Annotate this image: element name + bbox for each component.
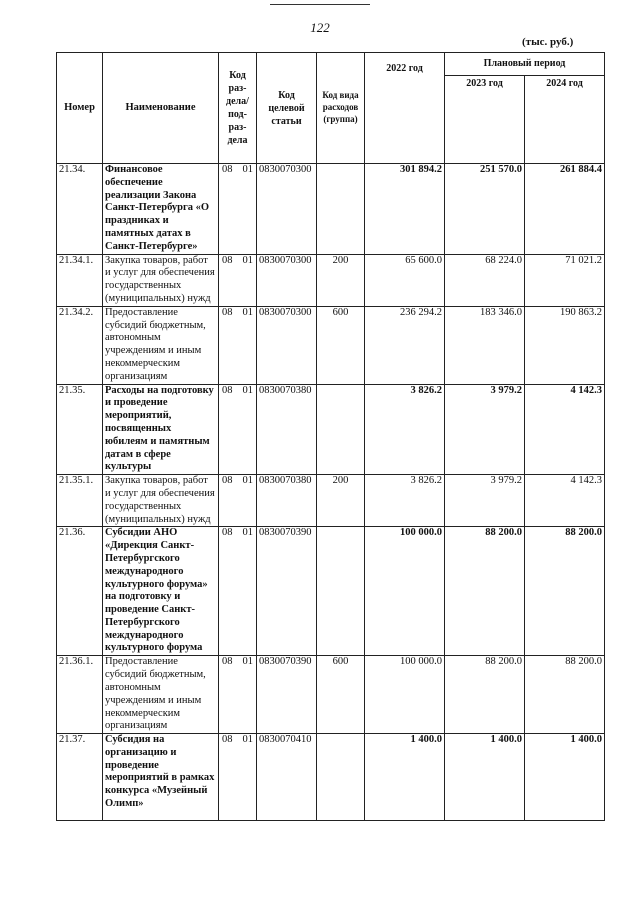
row-value-2022: 100 000.0 [365, 656, 445, 734]
top-rule [270, 4, 370, 5]
row-target-code: 0830070390 [257, 656, 317, 734]
row-value-2022: 301 894.2 [365, 164, 445, 255]
row-value-2022: 236 294.2 [365, 306, 445, 384]
subsection-code: 01 [242, 384, 253, 396]
row-section-code [219, 734, 257, 821]
table-body [57, 164, 605, 821]
row-section-code [219, 656, 257, 734]
units-label: (тыс. руб.) [522, 36, 574, 48]
row-value-2023: 88 200.0 [445, 527, 525, 656]
row-value-2023: 1 400.0 [445, 734, 525, 821]
section-code: 08 [222, 254, 233, 266]
row-section-code [219, 164, 257, 255]
table-row [57, 254, 605, 306]
header-year-2024: 2024 год [525, 76, 605, 164]
subsection-code: 01 [242, 164, 253, 175]
header-planned-period: Плановый период [445, 53, 605, 76]
row-number: 21.34.1. [57, 254, 103, 306]
row-value-2023: 68 224.0 [445, 254, 525, 306]
section-code: 08 [222, 734, 233, 746]
row-value-2024: 88 200.0 [525, 656, 605, 734]
row-name: Предоставление субсидий бюджетным, автономным учреждениям и иным некоммерческим организациям [103, 656, 219, 734]
row-value-2022: 65 600.0 [365, 254, 445, 306]
row-kind-code: 200 [317, 254, 365, 306]
row-number: 21.37. [57, 734, 103, 821]
section-code: 08 [222, 306, 233, 318]
row-target-code: 0830070380 [257, 475, 317, 527]
row-value-2022: 3 826.2 [365, 475, 445, 527]
subsection-code: 01 [242, 475, 253, 487]
row-target-code: 0830070300 [257, 254, 317, 306]
row-value-2023: 251 570.0 [445, 164, 525, 255]
row-value-2023: 183 346.0 [445, 306, 525, 384]
table-row [57, 164, 605, 255]
row-name: Финансовое обеспечение реализации Закона Санкт-Петербурга «О праздниках и памятных датах в Санкт-Петербурге» [103, 164, 219, 255]
row-name: Закупка товаров, работ и услуг для обеспечения государственных (муниципальных) нужд [103, 254, 219, 306]
row-value-2023: 3 979.2 [445, 384, 525, 475]
header-year-2022: 2022 год [365, 53, 445, 164]
row-value-2024: 4 142.3 [525, 384, 605, 475]
row-name: Закупка товаров, работ и услуг для обеспечения государственных (муниципальных) нужд [103, 475, 219, 527]
row-section-code [219, 527, 257, 656]
row-target-code: 0830070380 [257, 384, 317, 475]
table-row [57, 306, 605, 384]
row-kind-code: 600 [317, 306, 365, 384]
row-number: 21.36.1. [57, 656, 103, 734]
row-value-2022: 1 400.0 [365, 734, 445, 821]
row-number: 21.34.2. [57, 306, 103, 384]
budget-table [56, 52, 605, 821]
subsection-code: 01 [242, 254, 253, 266]
row-number: 21.35.1. [57, 475, 103, 527]
header-kind-code: Код вида расходов (группа) [317, 53, 365, 164]
row-kind-code [317, 527, 365, 656]
row-number: 21.36. [57, 527, 103, 656]
subsection-code: 01 [242, 306, 253, 318]
page-number: 122 [310, 20, 330, 35]
row-name: Субсидии АНО «Дирекция Санкт-Петербургского международного культурного форума» на подготовку и проведение Санкт-Петербургского международного культурного форума [103, 527, 219, 656]
table-row [57, 527, 605, 656]
row-value-2022: 100 000.0 [365, 527, 445, 656]
row-value-2022: 3 826.2 [365, 384, 445, 475]
table-row [57, 734, 605, 821]
header-number: Номер [57, 53, 103, 164]
row-value-2024: 4 142.3 [525, 475, 605, 527]
section-code: 08 [222, 527, 233, 539]
row-section-code [219, 475, 257, 527]
table-header [57, 53, 605, 164]
row-value-2024: 1 400.0 [525, 734, 605, 821]
row-name: Субсидия на организацию и проведение мероприятий в рамках конкурса «Музейный Олимп» [103, 734, 219, 821]
row-value-2023: 88 200.0 [445, 656, 525, 734]
header-name: Наименование [103, 53, 219, 164]
row-value-2023: 3 979.2 [445, 475, 525, 527]
row-kind-code [317, 164, 365, 255]
row-section-code [219, 306, 257, 384]
row-kind-code [317, 384, 365, 475]
subsection-code: 01 [242, 734, 253, 746]
row-kind-code: 200 [317, 475, 365, 527]
table-row [57, 384, 605, 475]
header-target-code: Код целевой статьи [257, 53, 317, 164]
row-section-code [219, 254, 257, 306]
row-name: Расходы на подготовку и проведение мероприятий, посвященных юбилеям и памятным датам в сфере культуры [103, 384, 219, 475]
row-value-2024: 190 863.2 [525, 306, 605, 384]
subsection-code: 01 [242, 527, 253, 539]
row-section-code [219, 384, 257, 475]
row-target-code: 0830070410 [257, 734, 317, 821]
header-year-2023: 2023 год [445, 76, 525, 164]
row-number: 21.35. [57, 384, 103, 475]
row-value-2024: 88 200.0 [525, 527, 605, 656]
section-code: 08 [222, 656, 233, 668]
row-target-code: 0830070300 [257, 164, 317, 255]
row-value-2024: 261 884.4 [525, 164, 605, 255]
section-code: 08 [222, 164, 233, 175]
subsection-code: 01 [242, 656, 253, 668]
section-code: 08 [222, 384, 233, 396]
row-name: Предоставление субсидий бюджетным, автономным учреждениям и иным некоммерческим организациям [103, 306, 219, 384]
row-value-2024: 71 021.2 [525, 254, 605, 306]
row-number: 21.34. [57, 164, 103, 255]
row-kind-code [317, 734, 365, 821]
header-section-code: Код раз-дела/ под-раз-дела [219, 53, 257, 164]
row-target-code: 0830070390 [257, 527, 317, 656]
row-kind-code: 600 [317, 656, 365, 734]
row-target-code: 0830070300 [257, 306, 317, 384]
table-row [57, 475, 605, 527]
table-row [57, 656, 605, 734]
section-code: 08 [222, 475, 233, 487]
